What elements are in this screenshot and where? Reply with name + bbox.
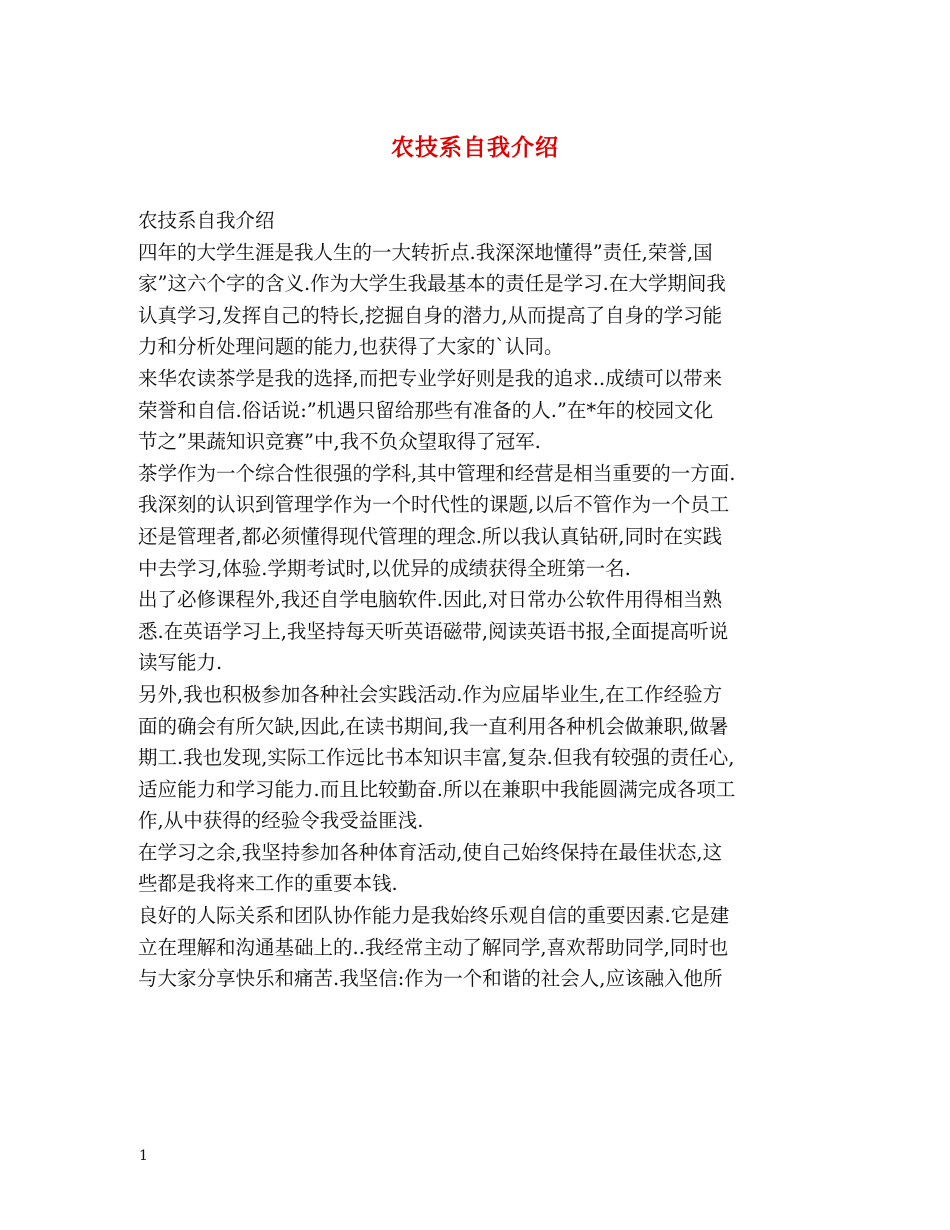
text-line: 中去学习,体验.学期考试时,以优异的成绩获得全班第一名.: [138, 556, 631, 580]
text-line: 力和分析处理问题的能力,也获得了大家的`认同。: [138, 335, 564, 359]
text-line: 认真学习,发挥自己的特长,挖掘自身的潜力,从而提高了自身的学习能: [138, 303, 723, 327]
text-line: 与大家分享快乐和痛苦.我坚信:作为一个和谐的社会人,应该融入他所: [138, 967, 723, 991]
text-line: 读写能力.: [138, 651, 223, 675]
text-line: 家”这六个字的含义.作为大学生我最基本的责任是学习.在大学期间我: [138, 272, 726, 296]
text-line: 面的确会有所欠缺,因此,在读书期间,我一直利用各种机会做兼职,做暑: [138, 714, 729, 738]
text-line: 荣誉和自信.俗话说:”机遇只留给那些有准备的人.”在*年的校园文化: [138, 398, 714, 422]
text-line: 良好的人际关系和团队协作能力是我始终乐观自信的重要因素.它是建: [138, 904, 730, 928]
text-line: 些都是我将来工作的重要本钱.: [138, 872, 398, 896]
text-line: 四年的大学生涯是我人生的一大转折点.我深深地懂得”责任,荣誉,国: [138, 240, 713, 264]
text-line: 来华农读茶学是我的选择,而把专业学好则是我的追求..成绩可以带来: [138, 366, 723, 390]
page-number: 1: [139, 1148, 148, 1164]
text-line: 作,从中获得的经验令我受益匪浅.: [138, 809, 424, 833]
text-line: 适应能力和学习能力.而且比较勤奋.所以在兼职中我能圆满完成各项工: [138, 777, 736, 801]
text-line: 期工.我也发现,实际工作远比书本知识丰富,复杂.但我有较强的责任心,: [138, 746, 735, 770]
text-line: 农技系自我介绍: [138, 209, 275, 232]
text-line: 出了必修课程外,我还自学电脑软件.因此,对日常办公软件用得相当熟: [138, 588, 723, 612]
document-body: [138, 205, 818, 995]
text-line: 立在理解和沟通基础上的..我经常主动了解同学,喜欢帮助同学,同时也: [138, 935, 729, 959]
text-line: 我深刻的认识到管理学作为一个时代性的课题,以后不管作为一个员工: [138, 493, 730, 517]
text-line: 茶学作为一个综合性很强的学科,其中管理和经营是相当重要的一方面.: [138, 461, 736, 485]
text-line: 还是管理者,都必须懂得现代管理的理念.所以我认真钻研,同时在实践: [138, 524, 723, 548]
text-line: 在学习之余,我坚持参加各种体育活动,使自己始终保持在最佳状态,这: [138, 840, 723, 864]
text-line: 另外,我也积极参加各种社会实践活动.作为应届毕业生,在工作经验方: [138, 682, 723, 706]
text-line: 节之”果蔬知识竞赛”中,我不负众望取得了冠军.: [138, 430, 541, 454]
document-title: 农技系自我介绍: [391, 134, 559, 161]
text-line: 悉.在英语学习上,我坚持每天听英语磁带,阅读英语书报,全面提高听说: [138, 619, 729, 643]
